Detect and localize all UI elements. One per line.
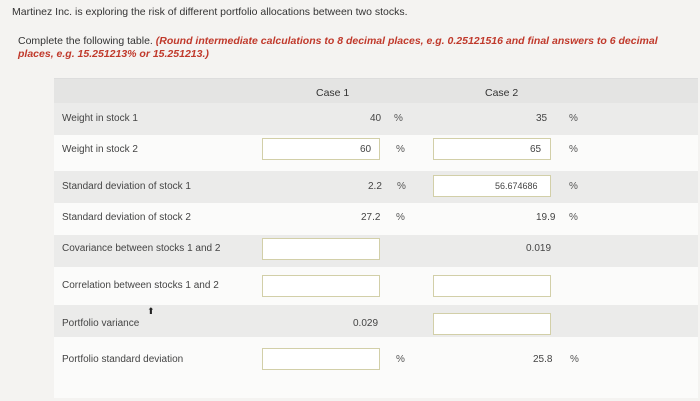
row-label-portfolio-variance: Portfolio variance	[62, 318, 140, 329]
case2-weight-stock-1-unit: %	[569, 113, 578, 124]
case2-portfolio-variance-input[interactable]	[433, 313, 551, 335]
case1-sd-stock-2: 27.2	[361, 212, 381, 223]
case2-correlation-input[interactable]	[433, 275, 551, 297]
case2-sd-stock-1-unit: %	[569, 181, 578, 192]
case2-sd-stock-2: 19.9	[536, 212, 556, 223]
row-label-sd-stock-2: Standard deviation of stock 2	[62, 212, 191, 223]
instructions	[18, 35, 693, 61]
row-label-covariance: Covariance between stocks 1 and 2	[62, 243, 221, 254]
case1-portfolio-variance: 0.029	[353, 318, 379, 329]
case1-weight-stock-2-unit: %	[396, 144, 405, 155]
case2-sd-stock-1: 56.674686	[495, 181, 538, 191]
case1-covariance-input[interactable]	[262, 238, 380, 260]
case1-sd-stock-2-unit: %	[396, 212, 405, 223]
case1-weight-stock-1-unit: %	[394, 113, 403, 124]
instructions-prefix: Complete the following table.	[18, 35, 153, 47]
case1-weight-stock-2: 60	[360, 144, 372, 155]
row-label-portfolio-sd: Portfolio standard deviation	[62, 354, 184, 365]
case1-sd-stock-1: 2.2	[368, 181, 382, 192]
arrow-cursor-icon: ⬆	[147, 306, 155, 316]
header-case-2: Case 2	[485, 87, 519, 99]
row-label-weight-stock-1: Weight in stock 1	[62, 113, 138, 124]
intro-text: Martinez Inc. is exploring the risk of different portfolio allocations between two stocks.	[12, 6, 408, 18]
case1-portfolio-sd-unit: %	[396, 354, 405, 365]
case2-portfolio-sd: 25.8	[533, 354, 553, 365]
row-label-sd-stock-1: Standard deviation of stock 1	[62, 181, 191, 192]
case2-weight-stock-1: 35	[536, 113, 548, 124]
case2-weight-stock-2: 65	[530, 144, 542, 155]
case1-correlation-input[interactable]	[262, 275, 380, 297]
case2-covariance: 0.019	[526, 243, 552, 254]
row-label-weight-stock-2: Weight in stock 2	[62, 144, 138, 155]
case2-sd-stock-2-unit: %	[569, 212, 578, 223]
case1-sd-stock-1-unit: %	[397, 181, 406, 192]
case1-portfolio-sd-input[interactable]	[262, 348, 380, 370]
case1-weight-stock-1: 40	[370, 113, 382, 124]
instructions-rounding: (Round intermediate calculations to 8 decimal places, e.g. 0.25121516 and final answers to 6 decimal places, e.g. 15.251213% or 15.251213.)	[18, 35, 658, 60]
case2-weight-stock-2-unit: %	[569, 144, 578, 155]
header-case-1: Case 1	[316, 87, 350, 99]
row-label-correlation: Correlation between stocks 1 and 2	[62, 280, 219, 291]
case2-portfolio-sd-unit: %	[570, 354, 579, 365]
